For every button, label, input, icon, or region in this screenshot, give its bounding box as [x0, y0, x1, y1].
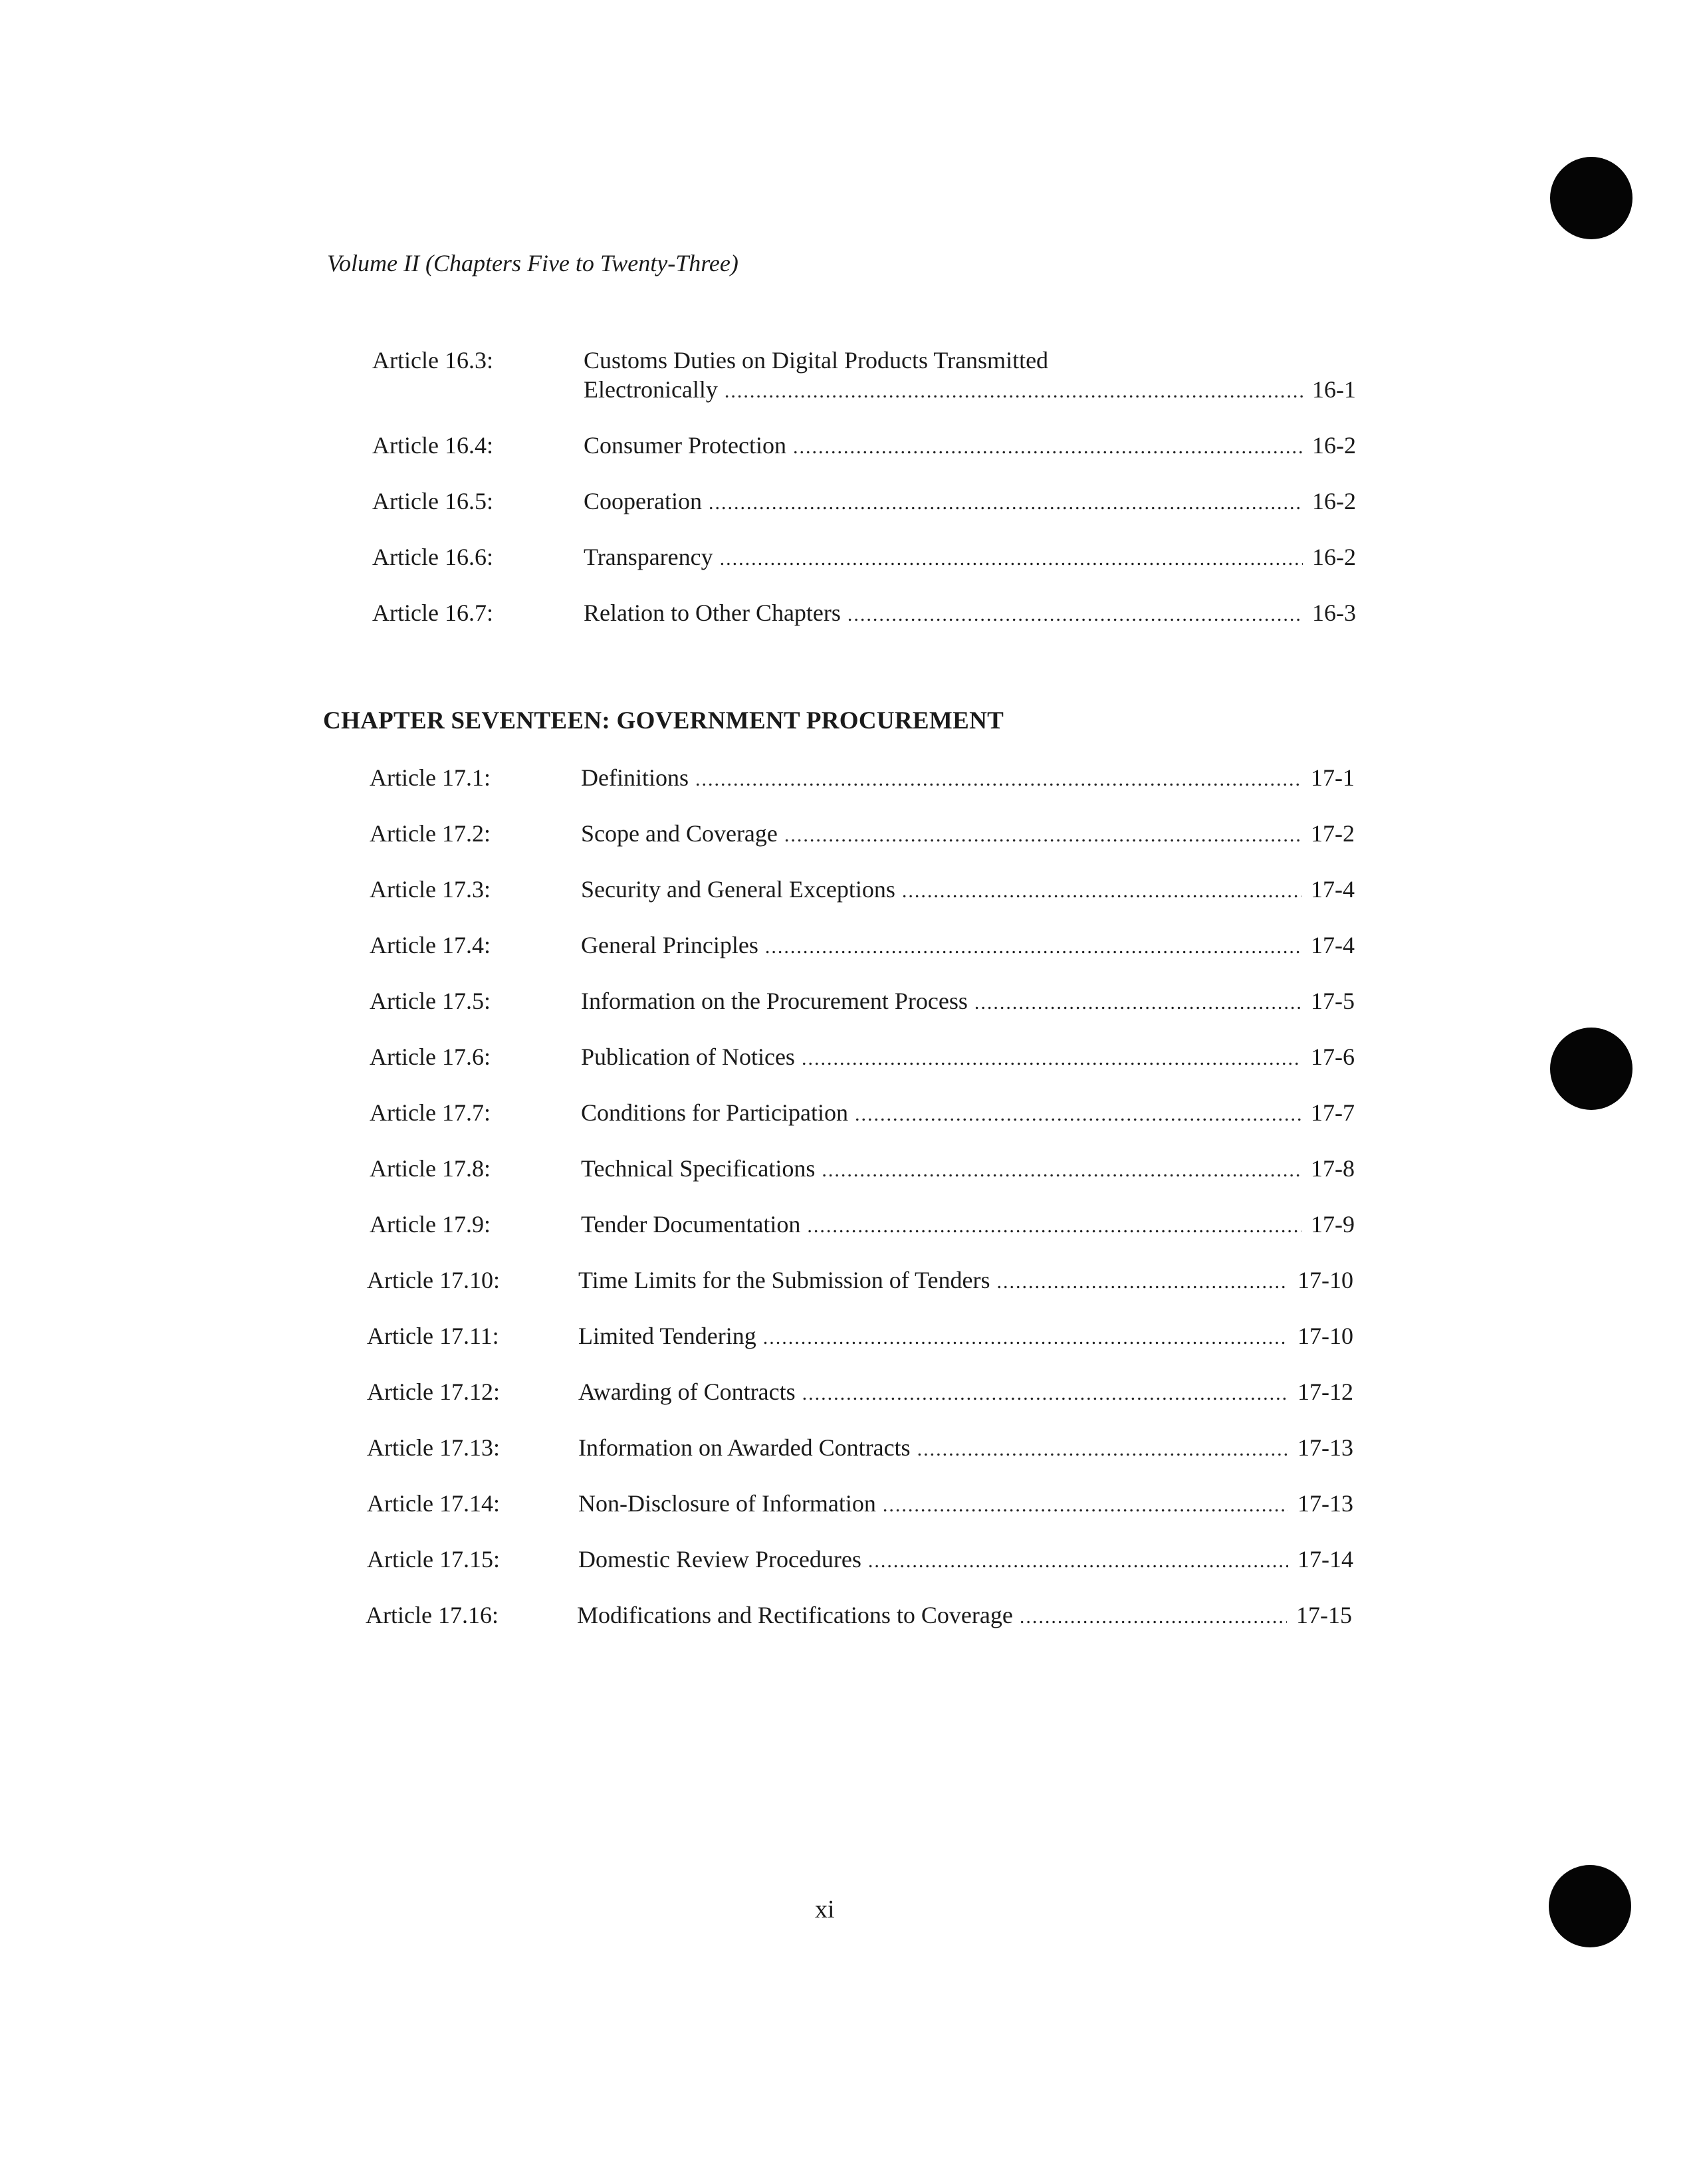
toc-entry-title-block: [584, 346, 1356, 406]
article-title: Security and General Exceptions: [581, 876, 895, 903]
leader-line: [584, 431, 1356, 462]
article-number: Article 17.7:: [370, 1099, 491, 1126]
article-number: Article 17.5:: [370, 988, 491, 1014]
article-title: Domestic Review Procedures: [578, 1546, 861, 1573]
article-number: Article 17.6:: [370, 1043, 491, 1070]
article-title: Awarding of Contracts: [578, 1378, 796, 1405]
page-reference: 17-4: [1311, 932, 1355, 958]
article-number: Article 17.15:: [367, 1546, 500, 1573]
dot-leader: [765, 932, 1301, 962]
dot-leader: [847, 600, 1303, 629]
page-reference: 17-4: [1311, 876, 1355, 903]
dot-leader: [974, 988, 1301, 1018]
dot-leader: [917, 1435, 1288, 1464]
toc-entry-title-block: [581, 986, 1355, 1018]
dot-leader: [902, 877, 1301, 906]
leader-line: [581, 763, 1355, 794]
page-reference: 17-6: [1311, 1043, 1355, 1070]
article-number: Article 17.12:: [367, 1378, 500, 1405]
article-title: Consumer Protection: [584, 432, 786, 459]
toc-entry-title-block: [577, 1600, 1352, 1632]
toc-entry-title-block: [578, 1377, 1353, 1408]
article-number: Article 16.5:: [372, 488, 493, 514]
article-title: Publication of Notices: [581, 1043, 795, 1070]
dot-leader: [763, 1323, 1288, 1353]
dot-leader: [1020, 1602, 1287, 1632]
toc-entry-title-block: [581, 1042, 1355, 1073]
article-number: Article 16.6:: [372, 544, 493, 570]
article-number: Article 17.13:: [367, 1434, 500, 1461]
leader-line: [584, 542, 1356, 574]
leader-line: [581, 819, 1355, 850]
page-reference: 17-10: [1297, 1267, 1353, 1293]
punch-hole-middle: [1550, 1028, 1633, 1110]
page-reference: 16-3: [1312, 600, 1356, 626]
article-title: Scope and Coverage: [581, 820, 778, 847]
dot-leader: [709, 489, 1303, 518]
chapter-heading: CHAPTER SEVENTEEN: GOVERNMENT PROCUREMENT: [323, 707, 1004, 734]
article-number: Article 17.16:: [366, 1602, 499, 1628]
toc-entry-title-block: [578, 1545, 1353, 1576]
page-reference: 17-8: [1311, 1155, 1355, 1182]
article-title: Transparency: [584, 544, 713, 570]
article-title: Time Limits for the Submission of Tenders: [578, 1267, 990, 1293]
page-reference: 17-5: [1311, 988, 1355, 1014]
leader-line: [578, 1489, 1353, 1520]
page-reference: 17-15: [1296, 1602, 1352, 1628]
article-number: Article 17.14:: [367, 1490, 500, 1517]
toc-entry-title-block: [584, 598, 1356, 629]
article-number: Article 17.10:: [367, 1267, 500, 1293]
dot-leader: [807, 1212, 1301, 1241]
page-reference: 17-2: [1311, 820, 1355, 847]
dot-leader: [822, 1156, 1301, 1185]
article-title: Limited Tendering: [578, 1323, 756, 1349]
toc-entry-title-block: [581, 875, 1355, 906]
page-reference: 16-2: [1312, 488, 1356, 514]
leader-line: [581, 1154, 1355, 1185]
page-number: xi: [815, 1896, 835, 1923]
toc-entry-title-block: [581, 819, 1355, 850]
page-reference: 16-2: [1312, 544, 1356, 570]
toc-entry-title-block: [578, 1433, 1353, 1464]
leader-line: [581, 986, 1355, 1018]
page-reference: 16-1: [1312, 376, 1356, 403]
page-reference: 16-2: [1312, 432, 1356, 459]
article-number: Article 17.1:: [370, 764, 491, 791]
leader-line: [584, 598, 1356, 629]
page-reference: 17-12: [1297, 1378, 1353, 1405]
leader-line: [578, 1377, 1353, 1408]
article-title: Tender Documentation: [581, 1211, 801, 1238]
dot-leader: [793, 433, 1303, 462]
dot-leader: [695, 765, 1301, 794]
dot-leader: [868, 1547, 1288, 1576]
leader-line: [581, 930, 1355, 962]
punch-hole-bottom: [1549, 1865, 1631, 1947]
article-title: Relation to Other Chapters: [584, 600, 841, 626]
leader-line: [581, 1210, 1355, 1241]
article-number: Article 17.8:: [370, 1155, 491, 1182]
article-title: Cooperation: [584, 488, 702, 514]
article-title: Conditions for Participation: [581, 1099, 848, 1126]
leader-line: [581, 1098, 1355, 1129]
leader-line: [584, 375, 1356, 406]
article-number: Article 16.4:: [372, 432, 493, 459]
article-title: Information on Awarded Contracts: [578, 1434, 911, 1461]
article-number: Article 16.7:: [372, 600, 493, 626]
leader-line: [578, 1433, 1353, 1464]
dot-leader: [725, 377, 1303, 406]
article-title: Technical Specifications: [581, 1155, 816, 1182]
leader-line: [578, 1545, 1353, 1576]
dot-leader: [855, 1100, 1301, 1129]
toc-entry-title-block: [581, 1098, 1355, 1129]
article-title-line2: Electronically: [584, 376, 718, 403]
toc-entry-title-block: [581, 1210, 1355, 1241]
article-title: Modifications and Rectifications to Coverage: [577, 1602, 1013, 1628]
article-title: Non-Disclosure of Information: [578, 1490, 876, 1517]
toc-entry-title-block: [581, 763, 1355, 794]
article-number: Article 17.2:: [370, 820, 491, 847]
article-number: Article 16.3:: [372, 347, 493, 374]
article-number: Article 17.11:: [367, 1323, 499, 1349]
dot-leader: [802, 1379, 1288, 1408]
toc-entry-title-block: [578, 1321, 1353, 1353]
page-reference: 17-10: [1297, 1323, 1353, 1349]
article-title: Definitions: [581, 764, 689, 791]
leader-line: [578, 1321, 1353, 1353]
page-reference: 17-13: [1297, 1490, 1353, 1517]
dot-leader: [997, 1267, 1289, 1297]
toc-entry-title-block: [584, 487, 1356, 518]
toc-entry-title-block: [581, 1154, 1355, 1185]
dot-leader: [784, 821, 1301, 850]
volume-heading: Volume II (Chapters Five to Twenty-Three): [327, 250, 738, 276]
leader-line: [584, 487, 1356, 518]
page-reference: 17-1: [1311, 764, 1355, 791]
punch-hole-top: [1550, 157, 1633, 239]
dot-leader: [720, 544, 1303, 574]
toc-entry-title-block: [578, 1489, 1353, 1520]
toc-entry-title-block: [584, 542, 1356, 574]
page-reference: 17-14: [1297, 1546, 1353, 1573]
article-title: Information on the Procurement Process: [581, 988, 968, 1014]
article-number: Article 17.9:: [370, 1211, 491, 1238]
page-reference: 17-13: [1297, 1434, 1353, 1461]
leader-line: [581, 1042, 1355, 1073]
article-title: General Principles: [581, 932, 758, 958]
toc-entry-title-block: [578, 1265, 1353, 1297]
page-reference: 17-7: [1311, 1099, 1355, 1126]
toc-entry-title-block: [581, 930, 1355, 962]
dot-leader: [802, 1044, 1301, 1073]
article-title-line1: Customs Duties on Digital Products Transmitted: [584, 347, 1049, 374]
dot-leader: [883, 1491, 1288, 1520]
leader-line: [577, 1600, 1352, 1632]
article-number: Article 17.3:: [370, 876, 491, 903]
leader-line: [578, 1265, 1353, 1297]
page-reference: 17-9: [1311, 1211, 1355, 1238]
leader-line: [581, 875, 1355, 906]
article-number: Article 17.4:: [370, 932, 491, 958]
toc-entry-title-block: [584, 431, 1356, 462]
